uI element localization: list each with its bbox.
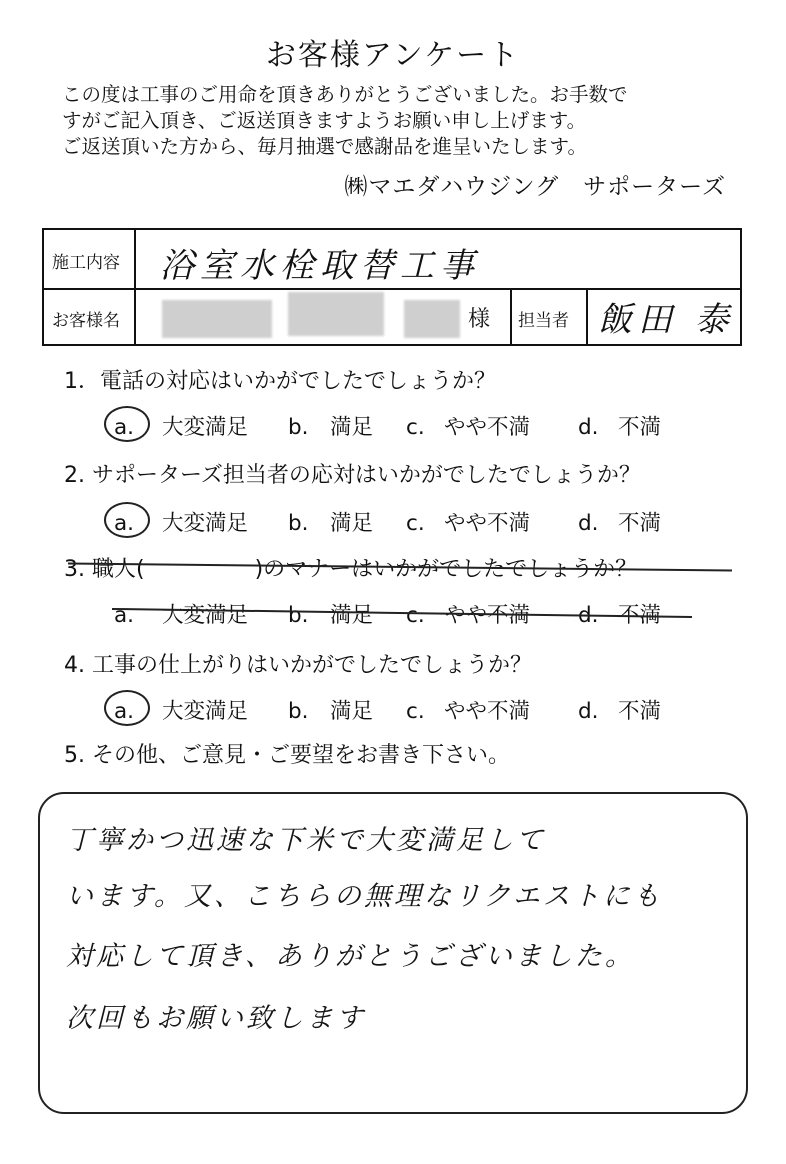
work-content-value: 浴室水栓取替工事	[160, 246, 480, 286]
redacted-name-block	[404, 300, 460, 338]
option-d-mark: d.	[578, 415, 599, 440]
option-c-label: やや不満	[444, 415, 531, 440]
option-d-label: 不満	[618, 699, 662, 724]
redacted-name-block	[162, 300, 272, 338]
option-b-label: 満足	[330, 603, 374, 628]
intro-line-1: この度は工事のご用命を頂きありがとうございました。お手数で	[62, 83, 628, 106]
option-d-label: 不満	[618, 415, 662, 440]
work-content-label: 施工内容	[52, 253, 120, 273]
customer-suffix: 様	[468, 307, 491, 332]
option-d-label: 不満	[618, 511, 662, 536]
question-4: 4. 工事の仕上がりはいかがでしたでしょうか？	[64, 653, 532, 678]
option-c-label: やや不満	[444, 603, 531, 628]
comment-line-1: 丁寧かつ迅速な下米で大変満足して	[66, 825, 546, 856]
table-col-divider	[586, 288, 588, 344]
staff-value: 飯田 泰	[598, 300, 735, 340]
question-5: 5. その他、ご意見・ご要望をお書き下さい。	[64, 743, 510, 768]
question-3: 3. 職人( )のマナーはいかがでしたでしょうか？	[64, 557, 638, 582]
option-b-label: 満足	[330, 511, 374, 536]
option-d-mark: d.	[578, 699, 599, 724]
comment-line-2: います。又、こちらの無理なリクエストにも	[66, 881, 663, 912]
intro-line-2: すがご記入頂き、ご返送頂きますようお願い申し上げます。	[62, 109, 587, 132]
comment-line-4: 次回もお願い致します	[66, 1003, 366, 1034]
option-a-mark: a.	[114, 603, 135, 628]
answer-options-4	[114, 694, 661, 725]
option-c-label: やや不満	[444, 699, 531, 724]
option-b-label: 満足	[330, 415, 374, 440]
option-b-mark: b.	[288, 415, 309, 440]
option-b-mark: b.	[288, 603, 309, 628]
option-c-mark: c.	[406, 511, 425, 536]
question-2: 2. サポーターズ担当者の応対はいかがでしたでしょうか？	[64, 463, 641, 488]
option-b-mark: b.	[288, 511, 309, 536]
redacted-name-block	[288, 292, 384, 336]
staff-label: 担当者	[518, 311, 569, 331]
option-a-label: 大変満足	[162, 699, 249, 724]
option-d-label: 不満	[618, 603, 662, 628]
option-a-mark: a.	[114, 699, 135, 724]
option-a-mark: a.	[114, 511, 135, 536]
table-col-divider	[134, 230, 136, 344]
company-name: ㈱マエダハウジング サポーターズ	[344, 174, 726, 200]
option-c-label: やや不満	[444, 511, 531, 536]
option-a-label: 大変満足	[162, 511, 249, 536]
option-a-label: 大変満足	[162, 415, 249, 440]
option-a-mark: a.	[114, 415, 135, 440]
table-row-divider	[44, 288, 740, 290]
option-c-mark: c.	[406, 603, 425, 628]
answer-options-2	[114, 506, 661, 537]
option-c-mark: c.	[406, 415, 425, 440]
option-d-mark: d.	[578, 603, 599, 628]
answer-options-1	[114, 410, 661, 441]
option-a-label: 大変満足	[162, 603, 249, 628]
comment-line-3: 対応して頂き、ありがとうございました。	[66, 941, 635, 972]
intro-line-3: ご返送頂いた方から、毎月抽選で感謝品を進呈いたします。	[62, 135, 587, 158]
option-b-label: 満足	[330, 699, 374, 724]
option-b-mark: b.	[288, 699, 309, 724]
info-table	[42, 228, 742, 346]
table-col-divider	[510, 288, 512, 344]
option-c-mark: c.	[406, 699, 425, 724]
question-1: 1．電話の対応はいかがでしたでしょうか？	[64, 369, 496, 394]
option-d-mark: d.	[578, 511, 599, 536]
customer-name-label: お客様名	[52, 311, 120, 331]
page-title: お客様アンケート	[265, 38, 521, 73]
